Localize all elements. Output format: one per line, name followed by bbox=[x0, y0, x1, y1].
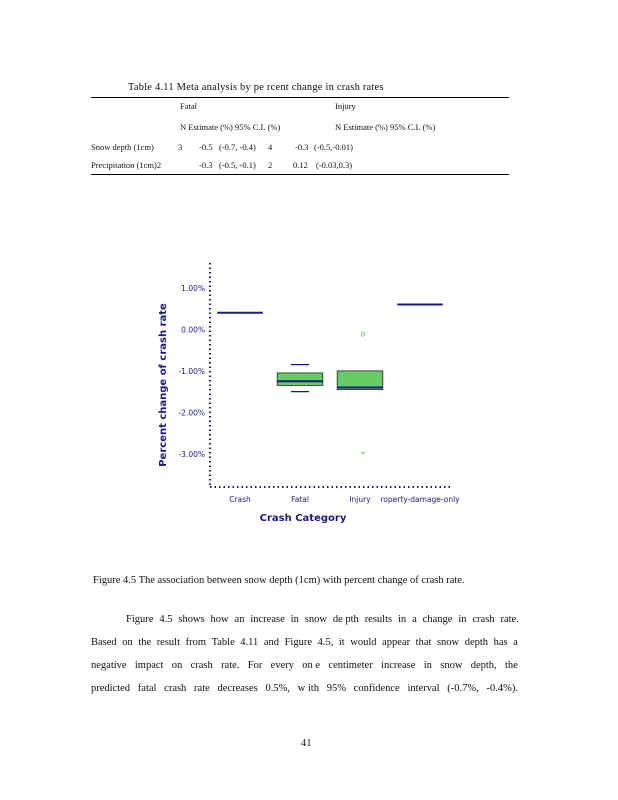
table-cell-injury-estimate: 0.12 bbox=[293, 160, 308, 170]
x-tick-label: Injury bbox=[349, 495, 371, 504]
paragraph-word: would bbox=[350, 637, 377, 648]
paragraph-word: depth bbox=[464, 637, 489, 648]
paragraph-line-4 bbox=[91, 683, 518, 694]
y-tick-label: 1.00% bbox=[181, 283, 205, 293]
table-group-fatal: Fatal bbox=[180, 101, 197, 111]
table-cell-injury-ci: (-0.03,0.3) bbox=[316, 160, 353, 170]
paragraph-word: decreases bbox=[217, 683, 258, 694]
table-cell-fatal-ci: (-0.5, -0.1) bbox=[219, 160, 256, 170]
x-tick-label: roperty-damage-only bbox=[380, 495, 460, 504]
paragraph-word: on bbox=[122, 637, 133, 648]
x-tick-label: Fatal bbox=[291, 495, 309, 504]
table-cell-injury-ci: (-0.5,-0.01) bbox=[314, 142, 353, 152]
paragraph-word: from bbox=[185, 637, 206, 648]
figure-caption: Figure 4.5 The association between snow depth (1cm) with percent change of crash rate. bbox=[93, 575, 465, 586]
paragraph-word: in bbox=[423, 660, 432, 671]
table-cell-injury-estimate: -0.3 bbox=[295, 142, 309, 152]
table-bottom-rule bbox=[91, 174, 509, 175]
paragraph-word: result bbox=[156, 637, 181, 648]
paragraph-word: Figure bbox=[126, 614, 154, 625]
paragraph-word: a bbox=[412, 614, 417, 625]
y-tick-label: 0.00% bbox=[181, 325, 205, 335]
paragraph-line-2 bbox=[91, 637, 518, 648]
table-top-rule bbox=[91, 97, 509, 98]
box-iqr bbox=[277, 373, 323, 385]
paragraph-word: 4.5, bbox=[317, 637, 334, 648]
paragraph-word: on e bbox=[302, 660, 321, 671]
paragraph-word: confidence bbox=[353, 683, 400, 694]
table-caption: Table 4.11 Meta analysis by pe rcent change in crash rates bbox=[128, 82, 384, 93]
paragraph-word: has bbox=[493, 637, 508, 648]
table-cell-fatal-ci: (-0.7, -0.4) bbox=[219, 142, 256, 152]
box-outlier-point: * bbox=[361, 449, 365, 459]
paragraph-word: negative bbox=[91, 660, 127, 671]
chart-marks bbox=[217, 304, 443, 458]
paragraph-word: Based bbox=[91, 637, 117, 648]
paragraph-word: de pth bbox=[332, 614, 359, 625]
paragraph-word: 0.5%, bbox=[265, 683, 290, 694]
paragraph-word: Figure bbox=[284, 637, 313, 648]
table-cell-injury-n: 4 bbox=[268, 142, 273, 152]
paragraph-word: For bbox=[247, 660, 263, 671]
chart-ylabel: Percent change of crash rate bbox=[158, 303, 169, 467]
paragraph-word: on bbox=[171, 660, 183, 671]
paragraph-word: fatal bbox=[137, 683, 157, 694]
paragraph-word: (-0.7%, bbox=[447, 683, 479, 694]
y-tick-label: -1.00% bbox=[178, 366, 205, 376]
paragraph-word: change bbox=[422, 614, 453, 625]
paragraph-word: in bbox=[290, 614, 299, 625]
paragraph-word: results bbox=[364, 614, 393, 625]
paragraph-word: snow bbox=[436, 637, 460, 648]
paragraph-word: appear bbox=[382, 637, 411, 648]
table-cell-injury-n: 2 bbox=[268, 160, 273, 170]
table-row-label: Precipitation (1cm)2 bbox=[91, 160, 162, 170]
paragraph-line-3 bbox=[91, 660, 518, 671]
paragraph-word: the bbox=[138, 637, 152, 648]
paragraph-word: depth, bbox=[470, 660, 497, 671]
paragraph-word: in bbox=[398, 614, 407, 625]
paragraph-word: centimeter bbox=[328, 660, 373, 671]
paragraph-word: increase bbox=[250, 614, 285, 625]
paragraph-word: 95% bbox=[326, 683, 346, 694]
paragraph-word: Table bbox=[211, 637, 235, 648]
y-tick-label: -3.00% bbox=[178, 449, 205, 459]
paragraph-word: increase bbox=[381, 660, 416, 671]
paragraph-word: how bbox=[210, 614, 229, 625]
table-header-fatal: N Estimate (%) 95% C.I. (%) bbox=[180, 122, 281, 132]
table-cell-fatal-n: 3 bbox=[178, 142, 183, 152]
paragraph-word: 4.5 bbox=[159, 614, 173, 625]
x-tick-label: Crash bbox=[229, 495, 251, 504]
paragraph-word: rate bbox=[194, 683, 210, 694]
paragraph-word: every bbox=[270, 660, 294, 671]
paragraph-word: and bbox=[263, 637, 280, 648]
paragraph-word: an bbox=[234, 614, 245, 625]
table-row-label: Snow depth (1cm) bbox=[91, 142, 154, 152]
table-cell-fatal-estimate: -0.3 bbox=[199, 160, 213, 170]
paragraph-word: interval bbox=[407, 683, 440, 694]
table-header-injury: N Estimate (%) 95% C.I. (%) bbox=[335, 122, 436, 132]
paragraph-word: predicted bbox=[91, 683, 131, 694]
paragraph-word: that bbox=[415, 637, 432, 648]
paragraph-word: crash bbox=[190, 660, 213, 671]
paragraph-word: shows bbox=[178, 614, 205, 625]
paragraph-word: the bbox=[504, 660, 518, 671]
paragraph-word: a bbox=[513, 637, 518, 648]
paragraph-word: snow bbox=[440, 660, 463, 671]
paragraph-word: w ith bbox=[297, 683, 319, 694]
paragraph-word: 4.11 bbox=[240, 637, 259, 648]
paragraph-word: snow bbox=[304, 614, 327, 625]
paragraph-word: rate. bbox=[500, 614, 519, 625]
chart-xlabel: Crash Category bbox=[259, 513, 347, 524]
table-group-injury: Injury bbox=[335, 101, 356, 111]
paragraph-word: crash bbox=[164, 683, 187, 694]
table-cell-fatal-estimate: -0.5 bbox=[199, 142, 213, 152]
paragraph-word: it bbox=[338, 637, 345, 648]
paragraph-word: -0.4%). bbox=[486, 683, 518, 694]
paragraph-word: crash bbox=[472, 614, 495, 625]
paragraph-word: impact bbox=[134, 660, 164, 671]
box-outlier-point: o bbox=[360, 329, 366, 339]
box-plot-chart bbox=[150, 255, 470, 530]
y-tick-label: -2.00% bbox=[178, 408, 205, 418]
page-number: 41 bbox=[301, 738, 312, 749]
paragraph-line-1 bbox=[126, 614, 519, 625]
paragraph-word: rate. bbox=[221, 660, 240, 671]
paragraph-word: in bbox=[458, 614, 467, 625]
